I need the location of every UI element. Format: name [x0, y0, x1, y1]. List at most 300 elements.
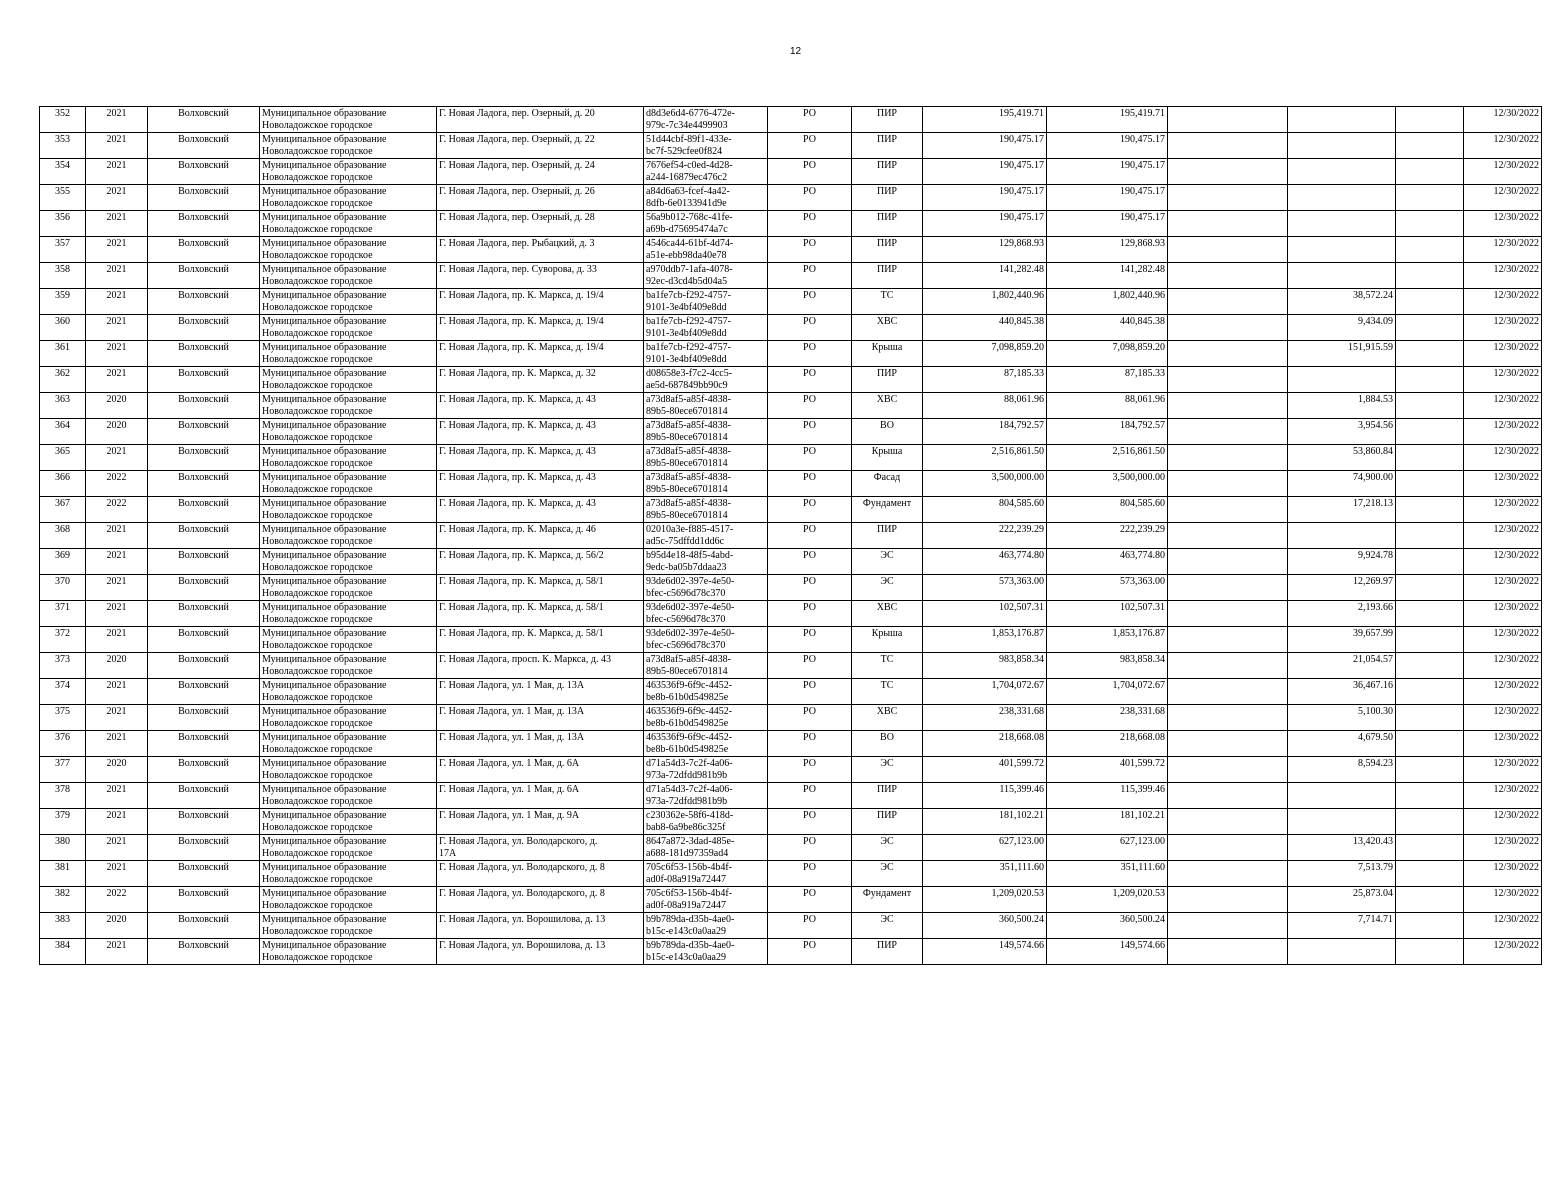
cell-fund [768, 549, 852, 575]
cell-date [1464, 237, 1542, 263]
cell-cost-fund-line: 7,098,859.20 [1112, 342, 1165, 353]
cell-house-guid-line: a73d8af5-a85f-4838- [646, 446, 731, 457]
cell-date-line: 12/30/2022 [1493, 888, 1539, 899]
cell-municipality [260, 523, 437, 549]
cell-cost-fund-line: 87,185.33 [1125, 368, 1165, 379]
cell-cost-line: 102,507.31 [999, 602, 1044, 613]
cell-other-funds [1168, 809, 1288, 835]
cell-house-guid-line: 463536f9-6f9c-4452- [646, 680, 733, 691]
cell-cost-fund-line: 2,516,861.50 [1112, 446, 1165, 457]
cell-control-cost [1288, 549, 1396, 575]
cell-other-funds [1168, 185, 1288, 211]
cell-date-line: 12/30/2022 [1493, 238, 1539, 249]
cell-year [86, 133, 148, 159]
cell-row-number-line: 378 [55, 784, 70, 795]
cell-house-guid [644, 159, 768, 185]
cell-address [437, 731, 644, 757]
cell-house-guid-line: 93de6d02-397e-4e50- [646, 628, 735, 639]
cell-row-number-line: 364 [55, 420, 70, 431]
cell-cost [923, 913, 1047, 939]
cell-fund-line: РО [803, 758, 816, 769]
cell-address [437, 549, 644, 575]
cell-district-line: Волховский [178, 524, 229, 535]
cell-district [148, 159, 260, 185]
cell-house-guid [644, 237, 768, 263]
cell-house-guid [644, 133, 768, 159]
cell-house-guid-line: bc7f-529cfee0f824 [646, 146, 723, 157]
cell-date-line: 12/30/2022 [1493, 212, 1539, 223]
cell-cost [923, 627, 1047, 653]
cell-address-line: Г. Новая Ладога, ул. 1 Мая, д. 13А [439, 680, 585, 691]
cell-row-number [40, 185, 86, 211]
cell-municipality-line: Муниципальное образование [262, 784, 387, 795]
cell-work-type-line: Фасад [873, 472, 901, 483]
cell-fund [768, 289, 852, 315]
cell-year [86, 887, 148, 913]
cell-municipality [260, 731, 437, 757]
cell-year [86, 705, 148, 731]
cell-work-type-line: ХВС [876, 316, 898, 327]
cell-row-number-line: 353 [55, 134, 70, 145]
cell-address-line: Г. Новая Ладога, ул. 1 Мая, д. 6А [439, 758, 580, 769]
cell-year-line: 2021 [106, 108, 127, 119]
cell-house-guid-line: 973a-72dfdd981b9b [646, 770, 728, 781]
cell-municipality [260, 601, 437, 627]
cell-house-guid-line: a73d8af5-a85f-4838- [646, 472, 731, 483]
cell-cost-fund [1047, 263, 1168, 289]
table-row [40, 575, 1542, 601]
cell-municipality-line: Новоладожское городское [262, 848, 373, 859]
cell-date [1464, 341, 1542, 367]
cell-control-cost-line: 39,657.99 [1353, 628, 1393, 639]
cell-cost-line: 1,704,072.67 [991, 680, 1044, 691]
cell-fund [768, 705, 852, 731]
cell-cost [923, 887, 1047, 913]
cell-address [437, 861, 644, 887]
cell-house-guid-line: 56a9b012-768c-41fe- [646, 212, 733, 223]
cell-row-number [40, 367, 86, 393]
cell-district-line: Волховский [178, 888, 229, 899]
cell-other-funds [1168, 783, 1288, 809]
cell-municipality [260, 809, 437, 835]
cell-cost-fund-line: 190,475.17 [1120, 134, 1165, 145]
cell-work-type [852, 575, 923, 601]
cell-municipality-line: Муниципальное образование [262, 758, 387, 769]
cell-cost-fund [1047, 601, 1168, 627]
cell-house-guid [644, 445, 768, 471]
cell-municipality-line: Новоладожское городское [262, 224, 373, 235]
cell-house-guid-line: b15c-e143c0a0aa29 [646, 926, 726, 937]
cell-fund [768, 445, 852, 471]
cell-municipality-line: Новоладожское городское [262, 536, 373, 547]
cell-municipality-line: Новоладожское городское [262, 770, 373, 781]
cell-cost [923, 835, 1047, 861]
cell-house-guid-line: a51e-ebb98da40e78 [646, 250, 727, 261]
cell-municipality-line: Муниципальное образование [262, 498, 387, 509]
cell-row-number-line: 362 [55, 368, 70, 379]
cell-year-line: 2020 [106, 420, 127, 431]
cell-district [148, 315, 260, 341]
cell-row-number [40, 211, 86, 237]
cell-control-cost [1288, 393, 1396, 419]
cell-house-guid-line: 9101-3e4bf409e8dd [646, 328, 727, 339]
cell-work-type-line: ПИР [876, 160, 897, 171]
cell-house-guid-line: c230362e-58f6-418d- [646, 810, 734, 821]
cell-house-guid [644, 263, 768, 289]
cell-control-cost-line: 2,193.66 [1358, 602, 1393, 613]
cell-cost-fund [1047, 185, 1168, 211]
cell-other-funds [1168, 341, 1288, 367]
cell-cost-fund-line: 360,500.24 [1120, 914, 1165, 925]
cell-municipality [260, 861, 437, 887]
cell-control-cost [1288, 653, 1396, 679]
cell-year [86, 575, 148, 601]
cell-fund-line: РО [803, 888, 816, 899]
cell-house-guid-line: 705c6f53-156b-4b4f- [646, 888, 733, 899]
cell-work-type [852, 627, 923, 653]
cell-row-number [40, 497, 86, 523]
cell-address [437, 419, 644, 445]
cell-municipality-line: Муниципальное образование [262, 836, 387, 847]
cell-cost-fund [1047, 653, 1168, 679]
cell-control-cost [1288, 133, 1396, 159]
cell-cost-fund [1047, 705, 1168, 731]
cell-house-guid-line: 8dfb-6e0133941d9e [646, 198, 727, 209]
cell-work-type [852, 211, 923, 237]
cell-house-guid [644, 497, 768, 523]
cell-control-cost [1288, 705, 1396, 731]
cell-municipality [260, 107, 437, 133]
cell-date [1464, 471, 1542, 497]
cell-address-line: Г. Новая Ладога, пер. Озерный, д. 20 [439, 108, 595, 119]
cell-fund-line: РО [803, 602, 816, 613]
cell-date [1464, 549, 1542, 575]
cell-cost [923, 783, 1047, 809]
cell-other-funds [1168, 731, 1288, 757]
cell-row-number-line: 379 [55, 810, 70, 821]
cell-other-funds [1168, 939, 1288, 965]
cell-date [1464, 575, 1542, 601]
table-row [40, 653, 1542, 679]
cell-house-guid-line: be8b-61b0d549825e [646, 718, 729, 729]
table-row [40, 185, 1542, 211]
cell-fund [768, 341, 852, 367]
cell-municipality-line: Новоладожское городское [262, 718, 373, 729]
cell-cost-fund-line: 149,574.66 [1120, 940, 1165, 951]
cell-house-guid-line: 89b5-80ece6701814 [646, 666, 728, 677]
cell-work-type-line: ТС [880, 680, 894, 691]
cell-other-funds [1168, 211, 1288, 237]
cell-address-line: Г. Новая Ладога, ул. 1 Мая, д. 9А [439, 810, 580, 821]
cell-control-cost [1288, 913, 1396, 939]
cell-district [148, 653, 260, 679]
cell-cost [923, 523, 1047, 549]
cell-work-type [852, 367, 923, 393]
cell-work-type-line: ПИР [876, 108, 897, 119]
cell-fund [768, 809, 852, 835]
cell-district-line: Волховский [178, 342, 229, 353]
cell-cost [923, 367, 1047, 393]
cell-date [1464, 315, 1542, 341]
cell-cost [923, 653, 1047, 679]
cell-year [86, 913, 148, 939]
cell-address-line: Г. Новая Ладога, ул. 1 Мая, д. 13А [439, 732, 585, 743]
cell-row-number-line: 372 [55, 628, 70, 639]
cell-municipality-line: Новоладожское городское [262, 458, 373, 469]
cell-fund-line: РО [803, 836, 816, 847]
cell-other-funds [1168, 601, 1288, 627]
cell-date-line: 12/30/2022 [1493, 836, 1539, 847]
cell-cost-line: 190,475.17 [999, 212, 1044, 223]
cell-control-cost [1288, 601, 1396, 627]
cell-cost-fund-line: 181,102.21 [1120, 810, 1165, 821]
cell-year [86, 393, 148, 419]
cell-year-line: 2021 [106, 290, 127, 301]
cell-fund-line: РО [803, 524, 816, 535]
cell-fund [768, 653, 852, 679]
cell-other-funds [1168, 627, 1288, 653]
cell-address-line: Г. Новая Ладога, пер. Озерный, д. 24 [439, 160, 595, 171]
cell-date [1464, 523, 1542, 549]
cell-cost-fund-line: 1,802,440.96 [1112, 290, 1165, 301]
cell-fund [768, 731, 852, 757]
cell-cost [923, 133, 1047, 159]
cell-house-guid-line: 93de6d02-397e-4e50- [646, 576, 735, 587]
cell-house-guid-line: 9101-3e4bf409e8dd [646, 302, 727, 313]
cell-cost [923, 237, 1047, 263]
cell-date [1464, 263, 1542, 289]
cell-work-type [852, 523, 923, 549]
cell-house-guid-line: 705c6f53-156b-4b4f- [646, 862, 733, 873]
cell-house-guid [644, 861, 768, 887]
cell-cost-fund [1047, 315, 1168, 341]
cell-cost-line: 440,845.38 [999, 316, 1044, 327]
cell-address-line: Г. Новая Ладога, пер. Рыбацкий, д. 3 [439, 238, 595, 249]
cell-fund [768, 159, 852, 185]
cell-district-line: Волховский [178, 810, 229, 821]
cell-row-number [40, 653, 86, 679]
cell-municipality-line: Муниципальное образование [262, 368, 387, 379]
cell-house-guid [644, 393, 768, 419]
cell-cost-line: 149,574.66 [999, 940, 1044, 951]
cell-house-guid [644, 809, 768, 835]
cell-year [86, 471, 148, 497]
cell-year-line: 2022 [106, 888, 127, 899]
cell-date [1464, 731, 1542, 757]
table-row [40, 861, 1542, 887]
cell-year [86, 809, 148, 835]
cell-cost-fund [1047, 783, 1168, 809]
cell-district-line: Волховский [178, 160, 229, 171]
cell-cost-line: 184,792.57 [999, 420, 1044, 431]
cell-cost [923, 757, 1047, 783]
cell-date [1464, 679, 1542, 705]
cell-row-number-line: 370 [55, 576, 70, 587]
cell-date-line: 12/30/2022 [1493, 472, 1539, 483]
table-row [40, 939, 1542, 965]
cell-year [86, 731, 148, 757]
cell-address-line: Г. Новая Ладога, пр. К. Маркса, д. 46 [439, 524, 596, 535]
cell-row-number-line: 366 [55, 472, 70, 483]
cell-year-line: 2021 [106, 316, 127, 327]
cell-house-guid-line: b15c-e143c0a0aa29 [646, 952, 726, 963]
cell-reserve [1396, 315, 1464, 341]
cell-house-guid [644, 419, 768, 445]
cell-fund-line: РО [803, 550, 816, 561]
cell-municipality-line: Муниципальное образование [262, 394, 387, 405]
cell-municipality [260, 575, 437, 601]
cell-work-type-line: ПИР [876, 264, 897, 275]
cell-other-funds [1168, 679, 1288, 705]
cell-row-number [40, 263, 86, 289]
cell-address-line: Г. Новая Ладога, пер. Озерный, д. 22 [439, 134, 595, 145]
cell-year [86, 211, 148, 237]
cell-cost-line: 88,061.96 [1004, 394, 1044, 405]
cell-cost [923, 445, 1047, 471]
table-row [40, 159, 1542, 185]
cell-work-type-line: ХВС [876, 602, 898, 613]
cell-year-line: 2021 [106, 810, 127, 821]
cell-address [437, 263, 644, 289]
cell-fund-line: РО [803, 706, 816, 717]
cell-cost-fund [1047, 133, 1168, 159]
cell-municipality-line: Муниципальное образование [262, 862, 387, 873]
cell-cost [923, 939, 1047, 965]
cell-date-line: 12/30/2022 [1493, 420, 1539, 431]
cell-year-line: 2021 [106, 680, 127, 691]
cell-work-type [852, 913, 923, 939]
cell-row-number [40, 237, 86, 263]
cell-work-type-line: Крыша [871, 628, 903, 639]
cell-year-line: 2020 [106, 654, 127, 665]
cell-reserve [1396, 861, 1464, 887]
cell-control-cost [1288, 757, 1396, 783]
cell-address [437, 939, 644, 965]
cell-district-line: Волховский [178, 446, 229, 457]
cell-row-number [40, 575, 86, 601]
cell-reserve [1396, 705, 1464, 731]
cell-district [148, 705, 260, 731]
cell-control-cost [1288, 861, 1396, 887]
registry-table [39, 106, 1542, 965]
cell-year [86, 289, 148, 315]
cell-control-cost [1288, 809, 1396, 835]
cell-date [1464, 757, 1542, 783]
cell-cost-fund [1047, 419, 1168, 445]
cell-address-line: Г. Новая Ладога, пр. К. Маркса, д. 43 [439, 472, 596, 483]
cell-house-guid-line: 02010a3e-f885-4517- [646, 524, 734, 535]
cell-date-line: 12/30/2022 [1493, 316, 1539, 327]
cell-district-line: Волховский [178, 836, 229, 847]
cell-fund [768, 237, 852, 263]
cell-work-type-line: ВО [880, 732, 894, 743]
cell-house-guid-line: be8b-61b0d549825e [646, 692, 729, 703]
cell-municipality [260, 549, 437, 575]
cell-cost-fund [1047, 445, 1168, 471]
cell-cost-fund-line: 804,585.60 [1120, 498, 1165, 509]
cell-municipality [260, 679, 437, 705]
cell-cost [923, 731, 1047, 757]
cell-work-type-line: ПИР [876, 810, 897, 821]
cell-fund-line: РО [803, 342, 816, 353]
cell-date-line: 12/30/2022 [1493, 680, 1539, 691]
cell-municipality-line: Новоладожское городское [262, 328, 373, 339]
cell-work-type [852, 393, 923, 419]
cell-address [437, 133, 644, 159]
cell-other-funds [1168, 445, 1288, 471]
table-row [40, 419, 1542, 445]
cell-row-number [40, 705, 86, 731]
cell-work-type [852, 835, 923, 861]
cell-year-line: 2020 [106, 394, 127, 405]
cell-row-number-line: 375 [55, 706, 70, 717]
cell-address-line: 17А [439, 848, 457, 859]
cell-cost-fund-line: 573,363.00 [1120, 576, 1165, 587]
cell-control-cost [1288, 939, 1396, 965]
cell-date [1464, 107, 1542, 133]
cell-work-type [852, 185, 923, 211]
cell-cost-fund [1047, 913, 1168, 939]
cell-control-cost [1288, 731, 1396, 757]
cell-cost [923, 809, 1047, 835]
cell-reserve [1396, 575, 1464, 601]
cell-other-funds [1168, 263, 1288, 289]
cell-date [1464, 627, 1542, 653]
cell-municipality-line: Новоладожское городское [262, 588, 373, 599]
cell-municipality-line: Новоладожское городское [262, 146, 373, 157]
cell-house-guid-line: d71a54d3-7c2f-4a06- [646, 784, 733, 795]
cell-fund [768, 861, 852, 887]
cell-year [86, 861, 148, 887]
cell-fund [768, 419, 852, 445]
cell-work-type [852, 783, 923, 809]
cell-year-line: 2021 [106, 940, 127, 951]
table-row [40, 263, 1542, 289]
cell-control-cost-line: 1,884.53 [1358, 394, 1393, 405]
table-row [40, 497, 1542, 523]
cell-district [148, 211, 260, 237]
cell-fund-line: РО [803, 472, 816, 483]
cell-cost-line: 401,599.72 [999, 758, 1044, 769]
cell-cost-fund-line: 983,858.34 [1120, 654, 1165, 665]
cell-house-guid-line: d08658e3-f7c2-4cc5- [646, 368, 733, 379]
cell-cost-fund [1047, 549, 1168, 575]
cell-date [1464, 419, 1542, 445]
cell-other-funds [1168, 419, 1288, 445]
cell-cost-fund [1047, 497, 1168, 523]
cell-municipality-line: Муниципальное образование [262, 342, 387, 353]
cell-municipality-line: Муниципальное образование [262, 420, 387, 431]
cell-district-line: Волховский [178, 654, 229, 665]
cell-cost [923, 107, 1047, 133]
cell-reserve [1396, 601, 1464, 627]
cell-district-line: Волховский [178, 394, 229, 405]
cell-row-number-line: 374 [55, 680, 70, 691]
cell-work-type [852, 887, 923, 913]
table-row [40, 289, 1542, 315]
cell-other-funds [1168, 757, 1288, 783]
cell-date-line: 12/30/2022 [1493, 524, 1539, 535]
cell-reserve [1396, 497, 1464, 523]
cell-cost [923, 601, 1047, 627]
cell-municipality-line: Новоладожское городское [262, 900, 373, 911]
cell-cost-line: 181,102.21 [999, 810, 1044, 821]
cell-date [1464, 445, 1542, 471]
cell-year [86, 237, 148, 263]
cell-house-guid-line: be8b-61b0d549825e [646, 744, 729, 755]
cell-municipality-line: Муниципальное образование [262, 550, 387, 561]
cell-date [1464, 185, 1542, 211]
